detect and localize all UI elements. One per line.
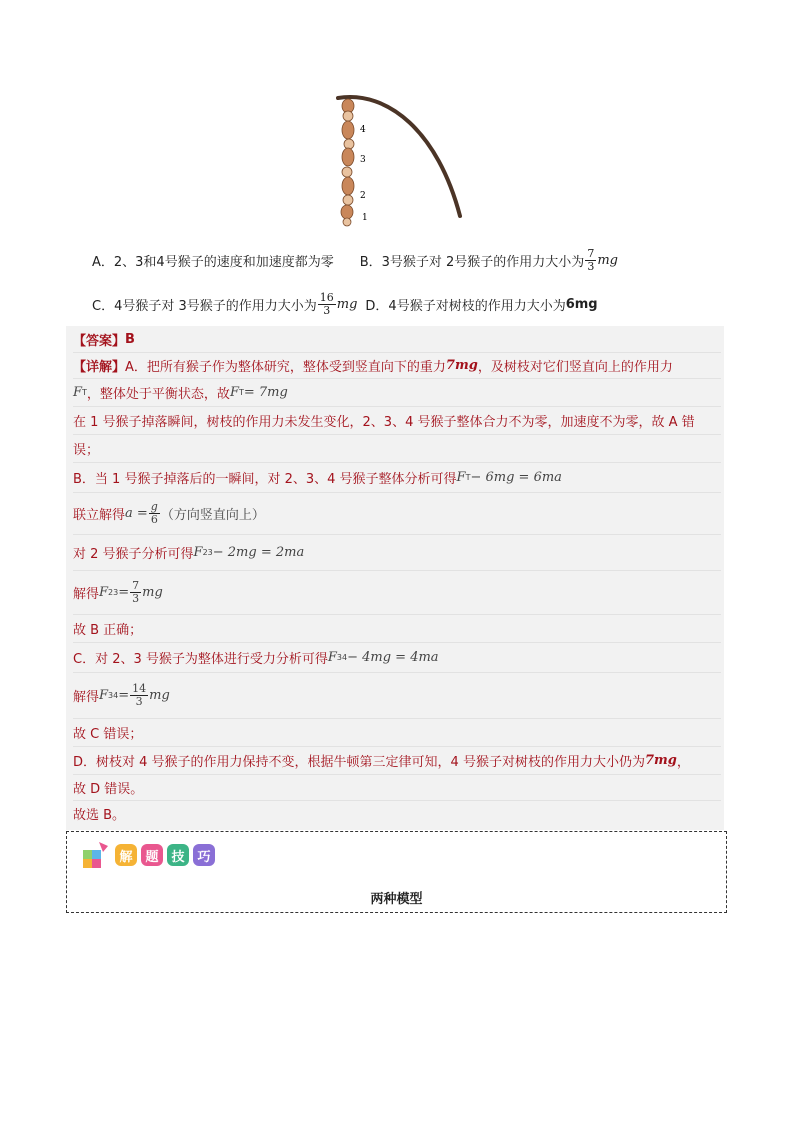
detail-line-7: 对 2 号猴子分析可得 F 23 − 2mg = 2ma [73,534,721,571]
detail-line-5: B．当 1 号猴子掉落后的一瞬间，对 2、3、4 号猴子整体分析可得 F T − 6mg = 6ma [73,462,721,493]
tip-badge-1: 解 [115,844,137,866]
options-row-1 [92,238,732,282]
f34-fraction: $\frac{14}{3}$ [132,681,147,708]
detail-line-12: 故 C 错误； [73,718,721,747]
detail-line-1: 【详解】 A．把所有猴子作为整体研究，整体受到竖直向下的重力 7mg ，及树枝对它们竖直向上的作用力 [73,352,721,379]
monkey-branch-figure [328,92,468,232]
tips-logo [81,840,215,870]
detail-line-2: F T ，整体处于平衡状态，故 F T = 7mg [73,378,721,407]
detail-line-15: 故选 B。 [73,807,126,823]
detail-line-9: 故 B 正确； [73,614,721,643]
answer-line: 【答案】 B [73,326,721,353]
detail-line-14: 故 D 错误。 [73,774,721,801]
monkey-label-1: 1 [362,213,368,223]
detail-line-10: C．对 2、3 号猴子为整体进行受力分析可得 F 34 − 4mg = 4ma [73,642,721,673]
options [92,238,732,326]
options-row-2 [92,282,732,326]
monkey-label-3: 3 [360,155,366,165]
monkey-label-2: 2 [360,191,366,201]
tree-branch [338,97,460,216]
monkey-chain [341,99,354,226]
monkey-label-4: 4 [360,125,366,135]
f23-fraction: $\frac{7}{3}$ [132,578,140,605]
tip-badge-4: 巧 [193,844,215,866]
option-a: A．2、3和4号猴子的速度和加速度都为零 [92,254,334,270]
tip-badge-3: 技 [167,844,189,866]
option-b-fraction: $\frac{7}{3}$ [587,246,595,273]
detail-line-6: 联立解得 a = $\frac{g}{6}$ （方向竖直向上） [73,492,721,535]
detail-line-8: 解得 F 23 = $\frac{7}{3}$ mg [73,570,721,615]
detail-line-13: D．树枝对 4 号猴子的作用力保持不变，根据牛顿第三定律可知，4 号猴子对树枝的作用力大小仍为 7mg ， [73,746,721,775]
option-b: B．3号猴子对 2号猴子的作用力大小为 $\frac{7}{3}$ mg [359,246,618,273]
detail-line-4: 误； [73,434,721,463]
option-c: C．4号猴子对 3号猴子的作用力大小为 $\frac{16}{3}$ mg [92,290,358,317]
tips-section [66,831,727,913]
detail-line-11: 解得 F 34 = $\frac{14}{3}$ mg [73,672,721,719]
option-d: D．4号猴子对树枝的作用力大小为 6mg [365,296,598,314]
option-c-fraction: $\frac{16}{3}$ [319,290,334,317]
accel-fraction: $\frac{g}{6}$ [150,499,158,526]
detail-line-3: 在 1 号猴子掉落瞬间，树枝的作用力未发生变化，2、3、4 号猴子整体合力不为零，加速度不为零，故 A 错 [73,406,721,435]
tip-badge-2: 题 [141,844,163,866]
tips-title: 两种模型 [370,892,423,907]
puzzle-icon [81,840,111,870]
